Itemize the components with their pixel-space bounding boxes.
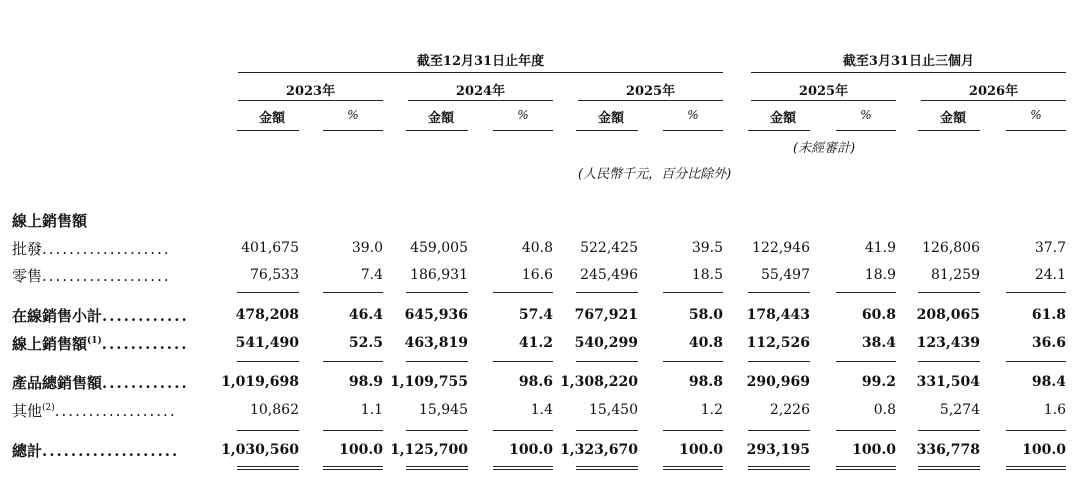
percent-cell: 98.8: [688, 374, 723, 390]
amount-column-header: 金額: [939, 111, 966, 126]
row-label: [12, 265, 171, 286]
amount-cell: 1,308,220: [560, 374, 638, 390]
percent-column-header: %: [860, 108, 872, 122]
amount-cell: 463,819: [404, 335, 468, 351]
row-label: [12, 238, 171, 259]
amount-cell: 186,931: [410, 267, 468, 283]
leader-dots: ............: [101, 335, 189, 353]
amount-cell: 459,005: [410, 240, 468, 256]
percent-header-underline: [493, 130, 553, 131]
percent-cell: 100.0: [509, 442, 553, 458]
amount-cell: 645,936: [404, 307, 468, 323]
subtotal-rule: [748, 292, 810, 293]
subtotal-rule: [748, 361, 810, 362]
row-label-text: 在線銷售小計: [12, 307, 103, 325]
leader-dots: ............: [102, 374, 189, 392]
percent-cell: 1.6: [1043, 402, 1066, 418]
subtotal-rule: [406, 430, 468, 431]
year-header: 2026年: [968, 84, 1019, 99]
leader-dots: ...................: [42, 267, 171, 285]
year-header: 2025年: [625, 84, 676, 99]
amount-cell: 290,969: [746, 374, 810, 390]
period-underline-fiscal-year: [238, 72, 723, 73]
year-underline: [408, 100, 553, 101]
percent-header-underline: [323, 130, 383, 131]
amount-cell: 401,675: [241, 240, 299, 256]
amount-column-header: 金額: [769, 111, 796, 126]
leader-dots: ...................: [42, 442, 180, 460]
grand-total-double-rule: [663, 466, 723, 470]
amount-cell: 1,323,670: [560, 442, 638, 458]
unaudited-note: (未經審計): [793, 141, 856, 156]
row-label-text: 其他: [12, 402, 43, 420]
percent-cell: 18.9: [864, 267, 896, 283]
grand-total-double-rule: [1006, 466, 1066, 470]
percent-cell: 41.2: [518, 335, 553, 351]
amount-header-underline: [406, 130, 468, 131]
section-title: 線上銷售額: [12, 212, 88, 230]
amount-cell: 293,195: [746, 442, 810, 458]
period-header-fiscal-year: 截至12月31日止年度: [416, 54, 545, 69]
row-label: [12, 440, 179, 461]
percent-cell: 100.0: [1022, 442, 1066, 458]
year-header: 2025年: [798, 84, 849, 99]
percent-cell: 39.5: [691, 240, 723, 256]
percent-cell: 36.6: [1031, 335, 1066, 351]
row-label: [12, 333, 188, 354]
percent-header-underline: [836, 130, 896, 131]
percent-column-header: %: [517, 108, 529, 122]
footnote-marker: (2): [42, 403, 55, 413]
subtotal-rule: [576, 361, 638, 362]
row-label-text: 總計: [12, 442, 43, 460]
percent-column-header: %: [687, 108, 699, 122]
percent-column-header: %: [347, 108, 359, 122]
amount-cell: 5,274: [939, 402, 980, 418]
percent-cell: 1.4: [530, 402, 553, 418]
percent-cell: 100.0: [679, 442, 723, 458]
subtotal-rule: [836, 361, 896, 362]
percent-cell: 58.0: [688, 307, 723, 323]
row-label: [12, 372, 189, 393]
period-underline-three-months: [751, 72, 1066, 73]
year-header: 2024年: [455, 84, 506, 99]
amount-cell: 112,526: [746, 335, 810, 351]
period-header-three-months: 截至3月31日止三個月: [842, 54, 975, 69]
percent-cell: 16.6: [521, 267, 553, 283]
subtotal-rule: [493, 430, 553, 431]
subtotal-rule: [748, 430, 810, 431]
subtotal-rule: [237, 430, 299, 431]
amount-cell: 1,030,560: [221, 442, 299, 458]
percent-cell: 52.5: [348, 335, 383, 351]
row-label-text: 批發: [12, 240, 43, 258]
leader-dots: ............: [102, 307, 189, 325]
amount-cell: 331,504: [916, 374, 980, 390]
year-header: 2023年: [285, 84, 336, 99]
grand-total-double-rule: [406, 466, 468, 470]
amount-cell: 126,806: [922, 240, 980, 256]
subtotal-rule: [663, 430, 723, 431]
percent-cell: 98.4: [1031, 374, 1066, 390]
subtotal-rule: [323, 430, 383, 431]
grand-total-double-rule: [576, 466, 638, 470]
amount-cell: 1,109,755: [390, 374, 468, 390]
percent-cell: 39.0: [351, 240, 383, 256]
year-underline: [921, 100, 1066, 101]
year-underline: [578, 100, 723, 101]
subtotal-rule: [406, 361, 468, 362]
subtotal-rule: [663, 292, 723, 293]
amount-cell: 55,497: [761, 267, 810, 283]
amount-cell: 767,921: [574, 307, 638, 323]
grand-total-double-rule: [493, 466, 553, 470]
amount-cell: 81,259: [931, 267, 980, 283]
percent-cell: 40.8: [688, 335, 723, 351]
percent-cell: 98.6: [518, 374, 553, 390]
subtotal-rule: [493, 361, 553, 362]
unit-note: (人民幣千元，百分比除外): [578, 167, 732, 182]
amount-cell: 122,946: [752, 240, 810, 256]
amount-header-underline: [237, 130, 299, 131]
leader-dots: ...................: [42, 240, 171, 258]
amount-cell: 76,533: [250, 267, 299, 283]
grand-total-double-rule: [323, 466, 383, 470]
subtotal-rule: [576, 430, 638, 431]
row-label-text: 零售: [12, 267, 43, 285]
subtotal-rule: [1006, 292, 1066, 293]
percent-cell: 38.4: [861, 335, 896, 351]
percent-cell: 99.2: [861, 374, 896, 390]
percent-cell: 100.0: [852, 442, 896, 458]
percent-cell: 100.0: [339, 442, 383, 458]
amount-cell: 15,450: [589, 402, 638, 418]
leader-dots: ..................: [54, 402, 177, 420]
percent-cell: 57.4: [518, 307, 553, 323]
percent-cell: 0.8: [873, 402, 896, 418]
row-label: [12, 305, 189, 326]
grand-total-double-rule: [836, 466, 896, 470]
percent-cell: 60.8: [861, 307, 896, 323]
amount-cell: 522,425: [580, 240, 638, 256]
subtotal-rule: [576, 292, 638, 293]
amount-cell: 245,496: [580, 267, 638, 283]
percent-cell: 61.8: [1031, 307, 1066, 323]
percent-cell: 1.1: [360, 402, 383, 418]
amount-cell: 2,226: [769, 402, 810, 418]
year-underline: [751, 100, 896, 101]
row-label: [12, 400, 177, 421]
subtotal-rule: [918, 430, 980, 431]
year-underline: [238, 100, 383, 101]
percent-cell: 18.5: [691, 267, 723, 283]
percent-cell: 46.4: [348, 307, 383, 323]
amount-cell: 208,065: [916, 307, 980, 323]
percent-cell: 40.8: [521, 240, 553, 256]
subtotal-rule: [663, 361, 723, 362]
amount-cell: 1,125,700: [390, 442, 468, 458]
amount-cell: 178,443: [746, 307, 810, 323]
subtotal-rule: [918, 361, 980, 362]
percent-cell: 24.1: [1034, 267, 1066, 283]
amount-cell: 1,019,698: [221, 374, 299, 390]
amount-header-underline: [918, 130, 980, 131]
subtotal-rule: [237, 361, 299, 362]
percent-cell: 7.4: [360, 267, 383, 283]
subtotal-rule: [493, 292, 553, 293]
amount-column-header: 金額: [258, 111, 285, 126]
percent-cell: 1.2: [700, 402, 723, 418]
amount-cell: 123,439: [916, 335, 980, 351]
subtotal-rule: [1006, 430, 1066, 431]
amount-header-underline: [576, 130, 638, 131]
grand-total-double-rule: [748, 466, 810, 470]
percent-cell: 37.7: [1034, 240, 1066, 256]
amount-cell: 15,945: [419, 402, 468, 418]
percent-column-header: %: [1030, 108, 1042, 122]
percent-header-underline: [663, 130, 723, 131]
footnote-marker: (1): [87, 336, 102, 346]
amount-cell: 541,490: [235, 335, 299, 351]
amount-cell: 478,208: [235, 307, 299, 323]
subtotal-rule: [323, 292, 383, 293]
subtotal-rule: [836, 430, 896, 431]
amount-cell: 540,299: [574, 335, 638, 351]
row-label-text: 線上銷售額: [12, 335, 88, 353]
grand-total-double-rule: [918, 466, 980, 470]
amount-column-header: 金額: [427, 111, 454, 126]
amount-cell: 10,862: [250, 402, 299, 418]
subtotal-rule: [918, 292, 980, 293]
subtotal-rule: [323, 361, 383, 362]
percent-cell: 98.9: [348, 374, 383, 390]
subtotal-rule: [406, 292, 468, 293]
amount-column-header: 金額: [597, 111, 624, 126]
subtotal-rule: [1006, 361, 1066, 362]
percent-cell: 41.9: [864, 240, 896, 256]
amount-header-underline: [748, 130, 810, 131]
percent-header-underline: [1006, 130, 1066, 131]
row-label-text: 產品總銷售額: [12, 374, 103, 392]
grand-total-double-rule: [237, 466, 299, 470]
amount-cell: 336,778: [916, 442, 980, 458]
subtotal-rule: [237, 292, 299, 293]
subtotal-rule: [836, 292, 896, 293]
